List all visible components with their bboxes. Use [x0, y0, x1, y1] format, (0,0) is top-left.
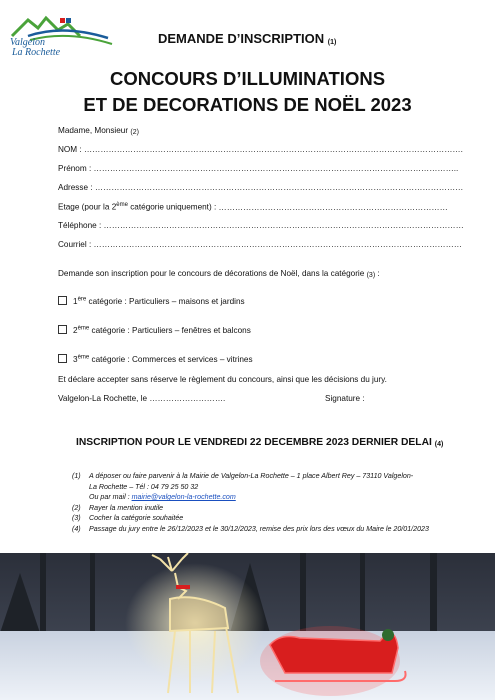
footnote-4: (4) Passage du jury entre le 26/12/2023 et le 30/12/2023, remise des prix lors des vœux du Maire le 20/01/2023 [72, 524, 429, 533]
deadline-text: INSCRIPTION POUR LE VENDREDI 22 DECEMBRE 2023 DERNIER DELAI (4) [76, 437, 444, 448]
header-title: DEMANDE D’INSCRIPTION (1) [158, 31, 337, 46]
nom-field[interactable]: NOM : …………………………………………………………………………………………………………………………. [58, 145, 463, 154]
adresse-field[interactable]: Adresse : ……………………………………………………………………………………………………………………… [58, 183, 464, 192]
email-link[interactable]: mairie@valgelon-la-rochette.com [131, 493, 236, 501]
logo-text: Valgelon La Rochette [10, 37, 61, 58]
signature-label: Signature : [325, 394, 365, 403]
main-title-line2: ET DE DECORATIONS DE NOËL 2023 [83, 94, 412, 115]
courriel-field[interactable]: Courriel : ……………………………………………………………………………………………………………………… [58, 240, 462, 249]
checkbox-icon[interactable] [58, 354, 67, 363]
footnotes [72, 471, 442, 534]
footnote-2: (2) Rayer la mention inutile [72, 503, 164, 512]
prenom-field[interactable]: Prénom : …………………………………………………………………………………………………………………….. [58, 164, 459, 173]
telephone-field[interactable]: Téléphone : …………………………………………………………………………………………………………………… [58, 221, 464, 230]
christmas-photo [0, 553, 495, 700]
footnote-1: (1) A déposer ou faire parvenir à la Mairie de Valgelon-La Rochette – 1 place Albert Rey – 73110 Valgelon- La Rochette – Tél : 04 79 25 50 32 Ou par mail : mairie@valgelon-la-rochette.com [72, 472, 414, 501]
footnote-3: (3) Cocher la catégorie souhaitée [72, 514, 184, 522]
declaration-text: Et déclare accepter sans réserve le règlement du concours, ainsi que les décisions du jury. [58, 375, 387, 384]
checkbox-icon[interactable] [58, 296, 67, 305]
category-option-1[interactable]: 1ère catégorie : Particuliers – maisons et jardins [58, 296, 245, 306]
main-title-line1: CONCOURS D’ILLUMINATIONS [109, 68, 386, 89]
signature-place[interactable]: Valgelon-La Rochette, le ………………………. [58, 394, 226, 403]
category-option-3[interactable]: 3ème catégorie : Commerces et services – vitrines [58, 354, 253, 364]
checkbox-icon[interactable] [58, 325, 67, 334]
salutation: Madame, Monsieur (2) [58, 126, 139, 136]
demande-text: Demande son inscription pour le concours de décorations de Noël, dans la catégorie (3) : [58, 269, 380, 279]
category-option-2[interactable]: 2ème catégorie : Particuliers – fenêtres et balcons [58, 325, 251, 335]
etage-field[interactable]: Etage (pour la 2ème catégorie uniquement) : ………………………………………………………………………… [58, 202, 448, 212]
